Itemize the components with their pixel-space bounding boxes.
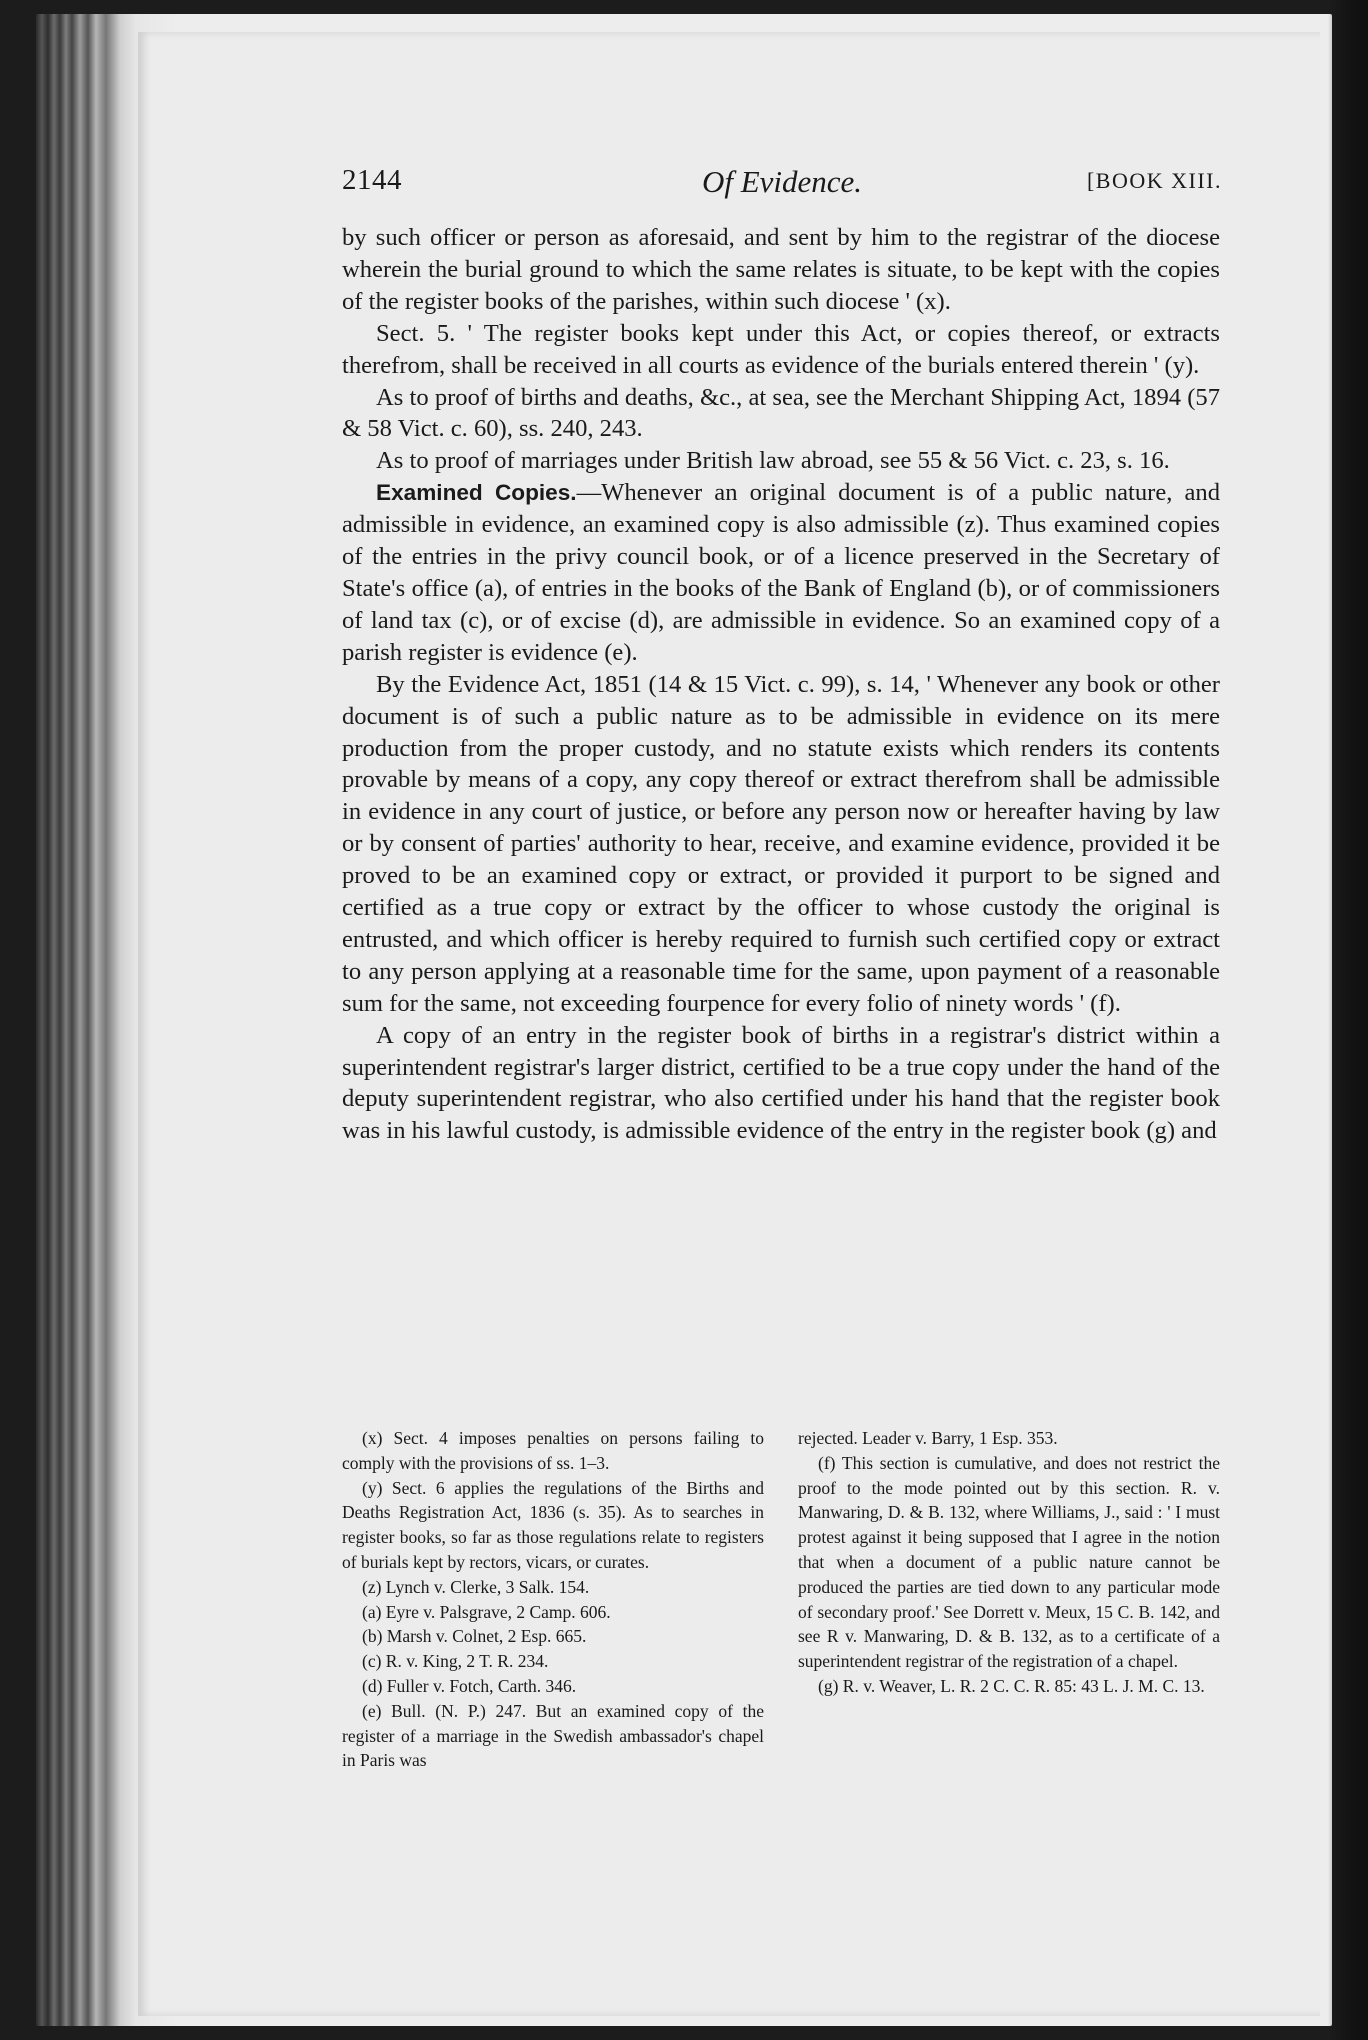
footnote: (y) Sect. 6 applies the regulations of the Births and Deaths Registration Act, 1836 (s. 35). As to searches in register books, so far as those regulations relate to registers of burials kept by rectors, vicars, or curates. xyxy=(342,1477,764,1572)
footnote: (c) R. v. King, 2 T. R. 234. xyxy=(362,1651,549,1672)
paragraph: by such officer or person as aforesaid, and sent by him to the registrar of the diocese wherein the burial ground to which the same relates is situate, to be kept with the copies of the register books of the parishes, within such diocese ' (x). xyxy=(342,224,1220,315)
footnote: (d) Fuller v. Fotch, Carth. 346. xyxy=(362,1675,577,1696)
footnotes-right-column xyxy=(798,1426,1220,1773)
footnote: (b) Marsh v. Colnet, 2 Esp. 665. xyxy=(362,1626,587,1647)
running-title: Of Evidence. xyxy=(701,164,863,199)
paragraph: As to proof of marriages under British law abroad, see 55 & 56 Vict. c. 23, s. 16. xyxy=(376,447,1170,475)
footnotes-left-column xyxy=(342,1426,764,1773)
section-heading: Examined Copies. xyxy=(376,480,577,506)
footnote: (a) Eyre v. Palsgrave, 2 Camp. 606. xyxy=(362,1601,611,1622)
footnote-continuation: rejected. Leader v. Barry, 1 Esp. 353. xyxy=(798,1428,1058,1448)
page-header xyxy=(342,164,1222,208)
footnotes xyxy=(342,1426,1220,1773)
book-reference: [BOOK XIII. xyxy=(1086,168,1222,193)
paragraph: Sect. 5. ' The register books kept under this Act, or copies thereof, or extracts therefrom, shall be received in all courts as evidence of the burials entered therein ' (y). xyxy=(342,319,1220,379)
page-number: 2144 xyxy=(342,164,402,196)
paragraph: By the Evidence Act, 1851 (14 & 15 Vict. c. 99), s. 14, ' Whenever any book or other document is of such a public nature as to be admissible in evidence on its mere production from the proper custody, and no statute exists which renders its contents provable by means of a copy, any copy thereof or extract therefrom shall be admissible in evidence in any court of justice, or before any person now or hereafter having by law or by consent of parties' authority to hear, receive, and examine evidence, provided it be proved to be an examined copy or extract, or provided it purport to be signed and certified as a true copy or extract by the officer to whose custody the original is entrusted, and which officer is hereby required to furnish such certified copy or extract to any person applying at a reasonable time for the same, upon payment of a reasonable sum for the same, not exceeding fourpence for every folio of ninety words ' (f). xyxy=(342,670,1220,1017)
footnote: (z) Lynch v. Clerke, 3 Salk. 154. xyxy=(362,1576,590,1597)
binding-shadow xyxy=(1328,0,1368,2040)
paragraph: As to proof of births and deaths, &c., at sea, see the Merchant Shipping Act, 1894 (57 & 58 Vict. c. 60), ss. 240, 243. xyxy=(342,383,1220,443)
body-text xyxy=(342,222,1220,1147)
footnote: (g) R. v. Weaver, L. R. 2 C. C. R. 85: 43 L. J. M. C. 13. xyxy=(818,1675,1205,1696)
footnote: (e) Bull. (N. P.) 247. But an examined copy of the register of a marriage in the Swedish ambassador's chapel in Paris was xyxy=(342,1700,764,1771)
paragraph-examined-copies xyxy=(342,477,1220,668)
paragraph: A copy of an entry in the register book of births in a registrar's district within a superintendent registrar's larger district, certified to be a true copy under the hand of the deputy superintendent registrar, who also certified under his hand that the register book was in his lawful custody, is admissible evidence of the entry in the register book (g) and xyxy=(342,1021,1220,1145)
footnote: (f) This section is cumulative, and does not restrict the proof to the mode pointed out by this section. R. v. Manwaring, D. & B. 132, where Williams, J., said : ' I must protest against it being supposed that I agree in the notion that when a document of a public nature cannot be produced the parties are tied down to any particular mode of secondary proof.' See Dorrett v. Meux, 15 C. B. 142, and see R v. Manwaring, D. & B. 132, as to a certificate of a superintendent registrar of the registration of a chapel. xyxy=(798,1452,1220,1672)
footnote: (x) Sect. 4 imposes penalties on persons failing to comply with the provisions of ss. 1–3. xyxy=(342,1428,764,1473)
paragraph-text: —Whenever an original document is of a public nature, and admissible in evidence, an examined copy is also admissible (z). Thus examined copies of the entries in the privy council book, or of a licence preserved in the Secretary of State's office (a), of entries in the books of the Bank of England (b), or of commissioners of land tax (c), or of excise (d), are admissible in evidence. So an examined copy of a parish register is evidence (e). xyxy=(342,479,1221,666)
